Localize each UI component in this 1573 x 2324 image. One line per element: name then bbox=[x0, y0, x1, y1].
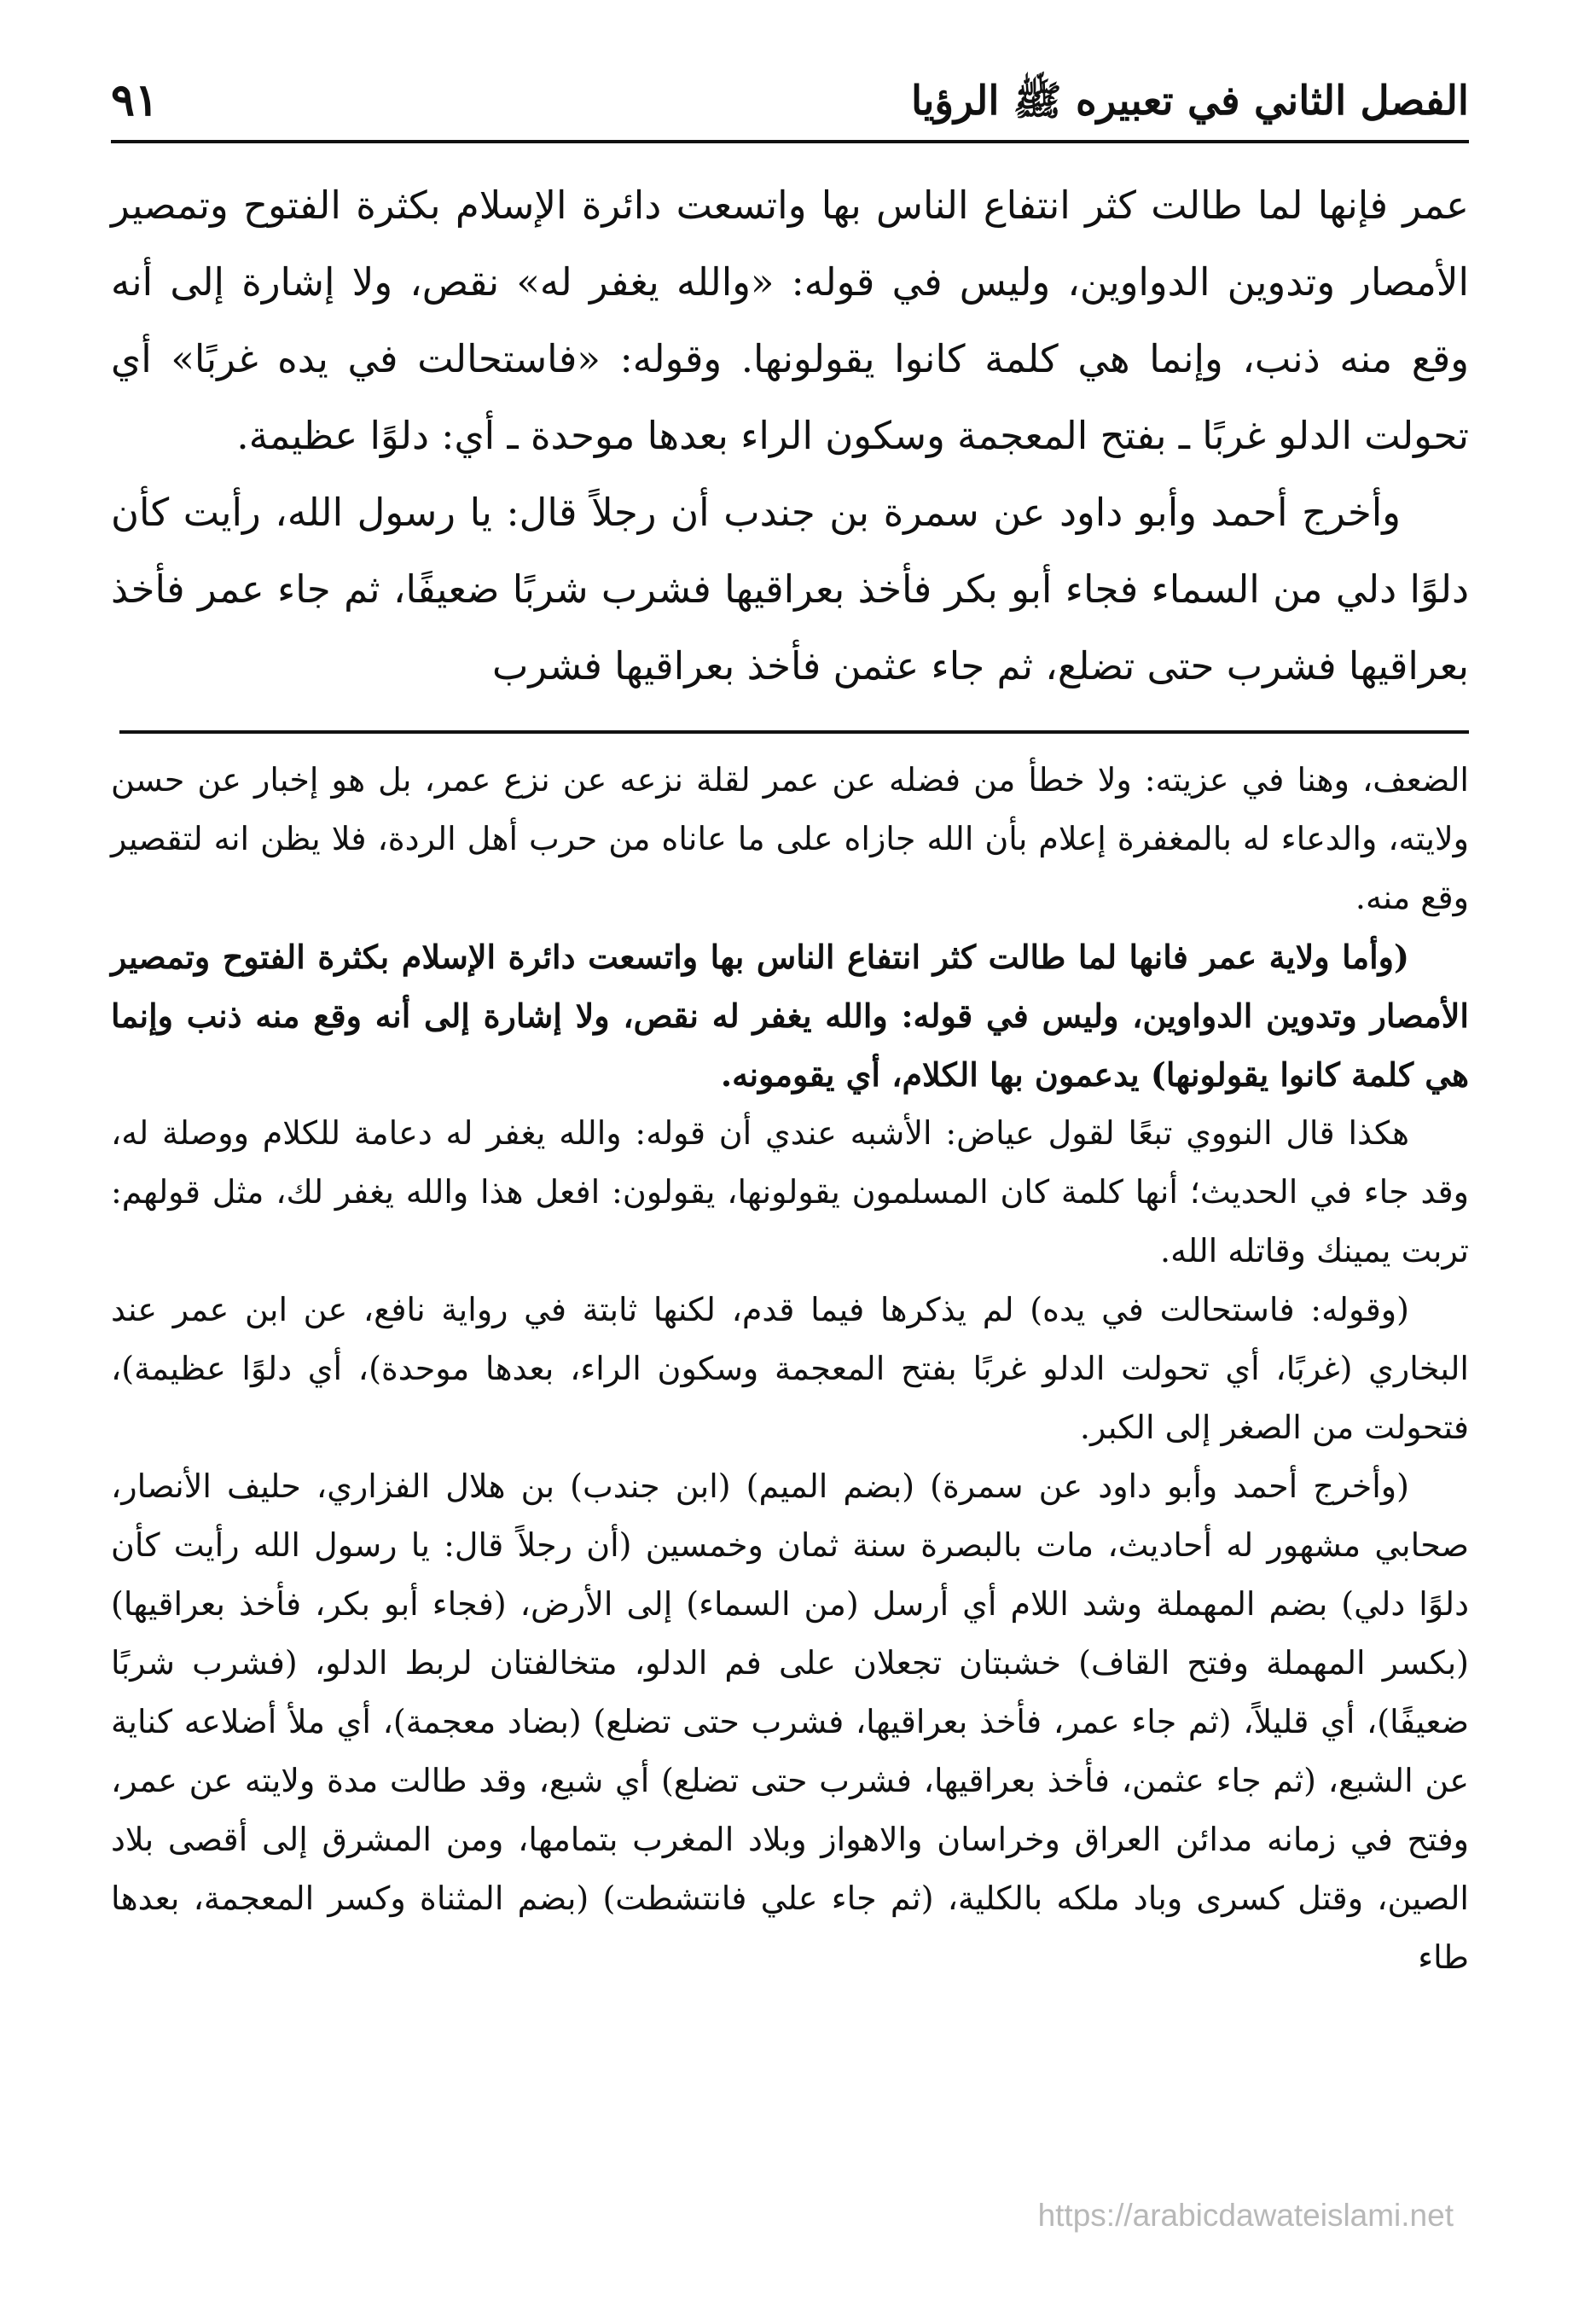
main-paragraph: عمر فإنها لما طالت كثر انتفاع الناس بها واتسعت دائرة الإسلام بكثرة الفتوح وتمصير الأمصار وتدوين الدواوين، وليس في قوله: «والله يغفر له» نقص، ولا إشارة إلى أنه وقع منه ذنب، وإنما هي كلمة كانوا يقولونها. وقوله: «فاستحالت في يده غربًا» أي تحولت الدلو غربًا ـ بفتح المعجمة وسكون الراء بعدها موحدة ـ أي: دلوًا عظيمة. bbox=[111, 183, 1469, 458]
main-text bbox=[111, 167, 1469, 705]
site-watermark: https://arabicdawateislami.net bbox=[1037, 2198, 1454, 2233]
commentary-paragraph: الضعف، وهنا في عزيته: ولا خطأ من فضله عن عمر لقلة نزعه عن نزع عمر، بل هو إخبار عن حسن ولايته، والدعاء له بالمغفرة إعلام بأن الله جازاه على ما عاناه من حرب أهل الردة، فلا يظن انه لتقصير وقع منه. bbox=[111, 761, 1469, 916]
running-head bbox=[111, 61, 1469, 143]
commentary-text bbox=[111, 751, 1469, 1987]
chapter-title: الفصل الثاني في تعبيره ﷺ الرؤيا bbox=[911, 77, 1469, 125]
main-paragraph: وأخرج أحمد وأبو داود عن سمرة بن جندب أن رجلاً قال: يا رسول الله، رأيت كأن دلوًا دلي من السماء فجاء أبو بكر فأخذ بعراقيها فشرب شربًا ضعيفًا، ثم جاء عمر فأخذ بعراقيها فشرب حتى تضلع، ثم جاء عثمن فأخذ بعراقيها فشرب bbox=[111, 490, 1469, 688]
commentary-paragraph: (وأما ولاية عمر فانها لما طالت كثر انتفاع الناس بها واتسعت دائرة الإسلام بكثرة الفتوح وتمصير الأمصار وتدوين الدواوين، وليس في قوله: والله يغفر له نقص، ولا إشارة إلى أنه وقع منه ذنب وإنما هي كلمة كانوا يقولونها) يدعمون بها الكلام، أي يقومونه. bbox=[111, 938, 1469, 1094]
commentary-paragraph: (وأخرج أحمد وأبو داود عن سمرة) (بضم الميم) (ابن جندب) بن هلال الفزاري، حليف الأنصار، صحابي مشهور له أحاديث، مات بالبصرة سنة ثمان وخمسين (أن رجلاً قال: يا رسول الله رأيت كأن دلوًا دلي) بضم المهملة وشد اللام أي أرسل (من السماء) إلى الأرض، (فجاء أبو بكر، فأخذ بعراقيها) (بكسر المهملة وفتح القاف) خشبتان تجعلان على فم الدلو، متخالفتان لربط الدلو، (فشرب شربًا ضعيفًا)، أي قليلاً، (ثم جاء عمر، فأخذ بعراقيها، فشرب حتى تضلع) (بضاد معجمة)، أي ملأ أضلاعه كناية عن الشبع، (ثم جاء عثمن، فأخذ بعراقيها، فشرب حتى تضلع) أي شبع، وقد طالت مدة ولايته عن عمر، وفتح في زمانه مدائن العراق وخراسان والاهواز وبلاد المغرب بتمامها، ومن المشرق إلى أقصى بلاد الصين، وقتل كسرى وباد ملكه بالكلية، (ثم جاء علي فانتشطت) (بضم المثناة وكسر المعجمة، بعدها طاء bbox=[111, 1467, 1469, 1976]
footnote-divider bbox=[119, 730, 1469, 734]
commentary-paragraph: (وقوله: فاستحالت في يده) لم يذكرها فيما قدم، لكنها ثابتة في رواية نافع، عن ابن عمر عند البخاري (غربًا، أي تحولت الدلو غربًا بفتح المعجمة وسكون الراء، بعدها موحدة)، أي دلوًا عظيمة)، فتحولت من الصغر إلى الكبر. bbox=[111, 1291, 1469, 1446]
page-number: ٩١ bbox=[111, 74, 159, 126]
commentary-paragraph: هكذا قال النووي تبعًا لقول عياض: الأشبه عندي أن قوله: والله يغفر له دعامة للكلام ووصلة له، وقد جاء في الحديث؛ أنها كلمة كان المسلمون يقولونها، يقولون: افعل هذا والله يغفر لك، مثل قولهم: تربت يمينك وقاتله الله. bbox=[111, 1114, 1469, 1269]
